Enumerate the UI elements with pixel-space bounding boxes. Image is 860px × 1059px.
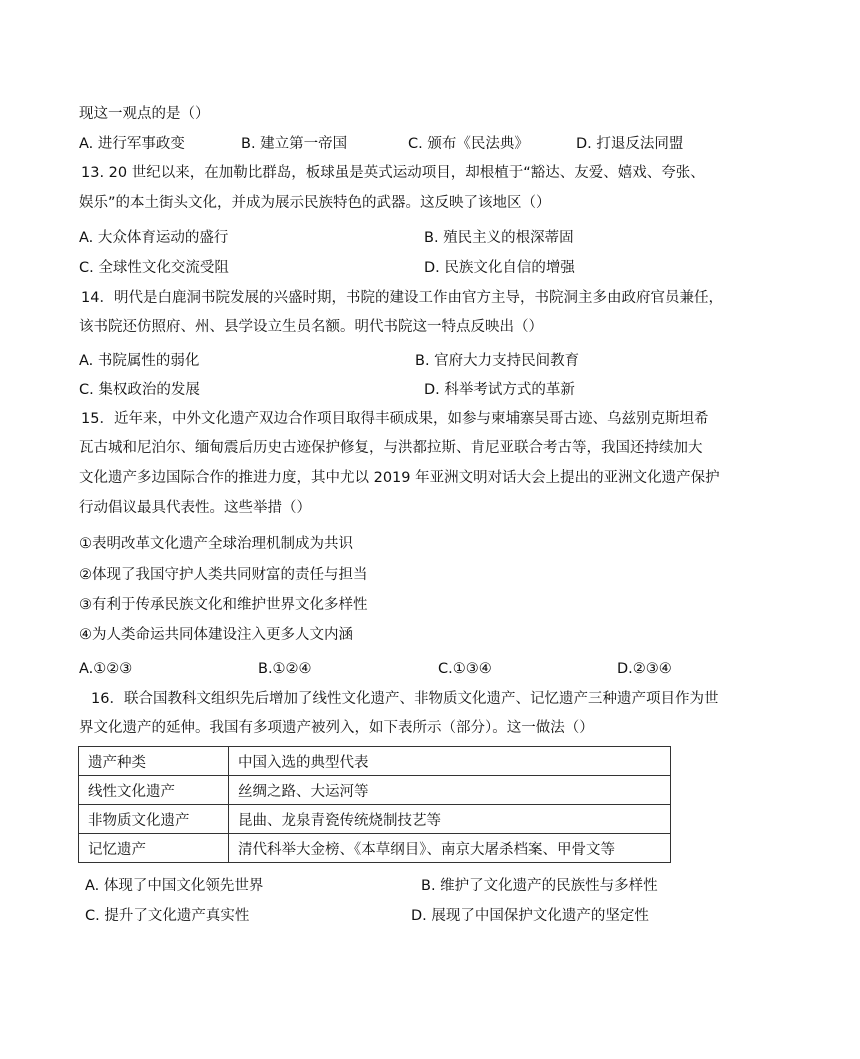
q13-option-c[interactable]: C. 全球性文化交流受阻	[79, 260, 229, 276]
table-row	[79, 834, 671, 863]
q15-option-b[interactable]: B.①②④	[258, 661, 312, 677]
q15-statement-4: ④为人类命运共同体建设注入更多人文内涵	[79, 627, 353, 643]
table-cell: 清代科举大金榜、《本草纲目》、南京大屠杀档案、甲骨文等	[229, 834, 671, 863]
q14-option-c[interactable]: C. 集权政治的发展	[79, 382, 200, 398]
q13-option-a[interactable]: A. 大众体育运动的盛行	[79, 230, 229, 246]
q13-stem-line2: 娱乐”的本土街头文化，并成为展示民族特色的武器。这反映了该地区（）	[79, 195, 551, 211]
table-header-row	[79, 747, 671, 776]
q15-option-d[interactable]: D.②③④	[617, 661, 672, 677]
table-header-cell: 中国入选的典型代表	[229, 747, 671, 776]
table-row	[79, 805, 671, 834]
q16-stem-line2: 界文化遗产的延伸。我国有多项遗产被列入，如下表所示（部分）。这一做法（）	[79, 720, 594, 736]
q12-option-a[interactable]: A. 进行军事政变	[79, 136, 185, 152]
q13-option-b[interactable]: B. 殖民主义的根深蒂固	[424, 230, 574, 246]
q15-stem-line3: 文化遗产多边国际合作的推进力度，其中尤以 2019 年亚洲文明对话大会上提出的亚洲文化遗产保护	[79, 470, 720, 486]
q15-stem-line4: 行动倡议最具代表性。这些举措（）	[79, 500, 311, 516]
q15-stem-line1: 15．近年来，中外文化遗产双边合作项目取得丰硕成果，如参与柬埔寨吴哥古迹、乌兹别克斯坦希	[81, 411, 709, 427]
q16-option-b[interactable]: B. 维护了文化遗产的民族性与多样性	[421, 878, 658, 894]
heritage-table	[78, 746, 671, 863]
q12-option-b[interactable]: B. 建立第一帝国	[241, 136, 348, 152]
q15-statement-1: ①表明改革文化遗产全球治理机制成为共识	[79, 536, 353, 552]
q14-stem-line2: 该书院还仿照府、州、县学设立生员名额。明代书院这一特点反映出（）	[79, 319, 543, 335]
table-cell: 昆曲、龙泉青瓷传统烧制技艺等	[229, 805, 671, 834]
q13-option-d[interactable]: D. 民族文化自信的增强	[424, 260, 575, 276]
q15-statement-3: ③有利于传承民族文化和维护世界文化多样性	[79, 597, 368, 613]
q14-option-b[interactable]: B. 官府大力支持民间教育	[415, 353, 580, 369]
table-row	[79, 776, 671, 805]
q14-stem-line1: 14．明代是白鹿洞书院发展的兴盛时期，书院的建设工作由官方主导，书院洞主多由政府官员兼任，	[81, 290, 723, 306]
q15-stem-line2: 瓦古城和尼泊尔、缅甸震后历史古迹保护修复，与洪都拉斯、肯尼亚联合考古等，我国还持续加大	[79, 440, 703, 456]
q16-option-d[interactable]: D. 展现了中国保护文化遗产的坚定性	[411, 908, 649, 924]
q12-option-d[interactable]: D. 打退反法同盟	[576, 136, 684, 152]
q14-option-a[interactable]: A. 书院属性的弱化	[79, 353, 200, 369]
table-cell: 记忆遗产	[79, 834, 229, 863]
q12-option-c[interactable]: C. 颁布《民法典》	[408, 136, 529, 152]
q16-option-c[interactable]: C. 提升了文化遗产真实性	[85, 908, 250, 924]
q15-option-a[interactable]: A.①②③	[79, 661, 133, 677]
table-header-cell: 遗产种类	[79, 747, 229, 776]
q16-stem-line1: 16．联合国教科文组织先后增加了线性文化遗产、非物质文化遗产、记忆遗产三种遗产项目作为世	[91, 691, 719, 707]
q14-option-d[interactable]: D. 科举考试方式的革新	[424, 382, 575, 398]
table-cell: 非物质文化遗产	[79, 805, 229, 834]
q15-option-c[interactable]: C.①③④	[438, 661, 492, 677]
q13-stem-line1: 13. 20 世纪以来，在加勒比群岛，板球虽是英式运动项目，却根植于“豁达、友爱、嬉戏、夸张、	[81, 165, 705, 181]
q12-stem-tail: 现这一观点的是（）	[79, 106, 210, 122]
table-cell: 丝绸之路、大运河等	[229, 776, 671, 805]
table-cell: 线性文化遗产	[79, 776, 229, 805]
q15-statement-2: ②体现了我国守护人类共同财富的责任与担当	[79, 567, 368, 583]
q16-option-a[interactable]: A. 体现了中国文化领先世界	[85, 878, 264, 894]
